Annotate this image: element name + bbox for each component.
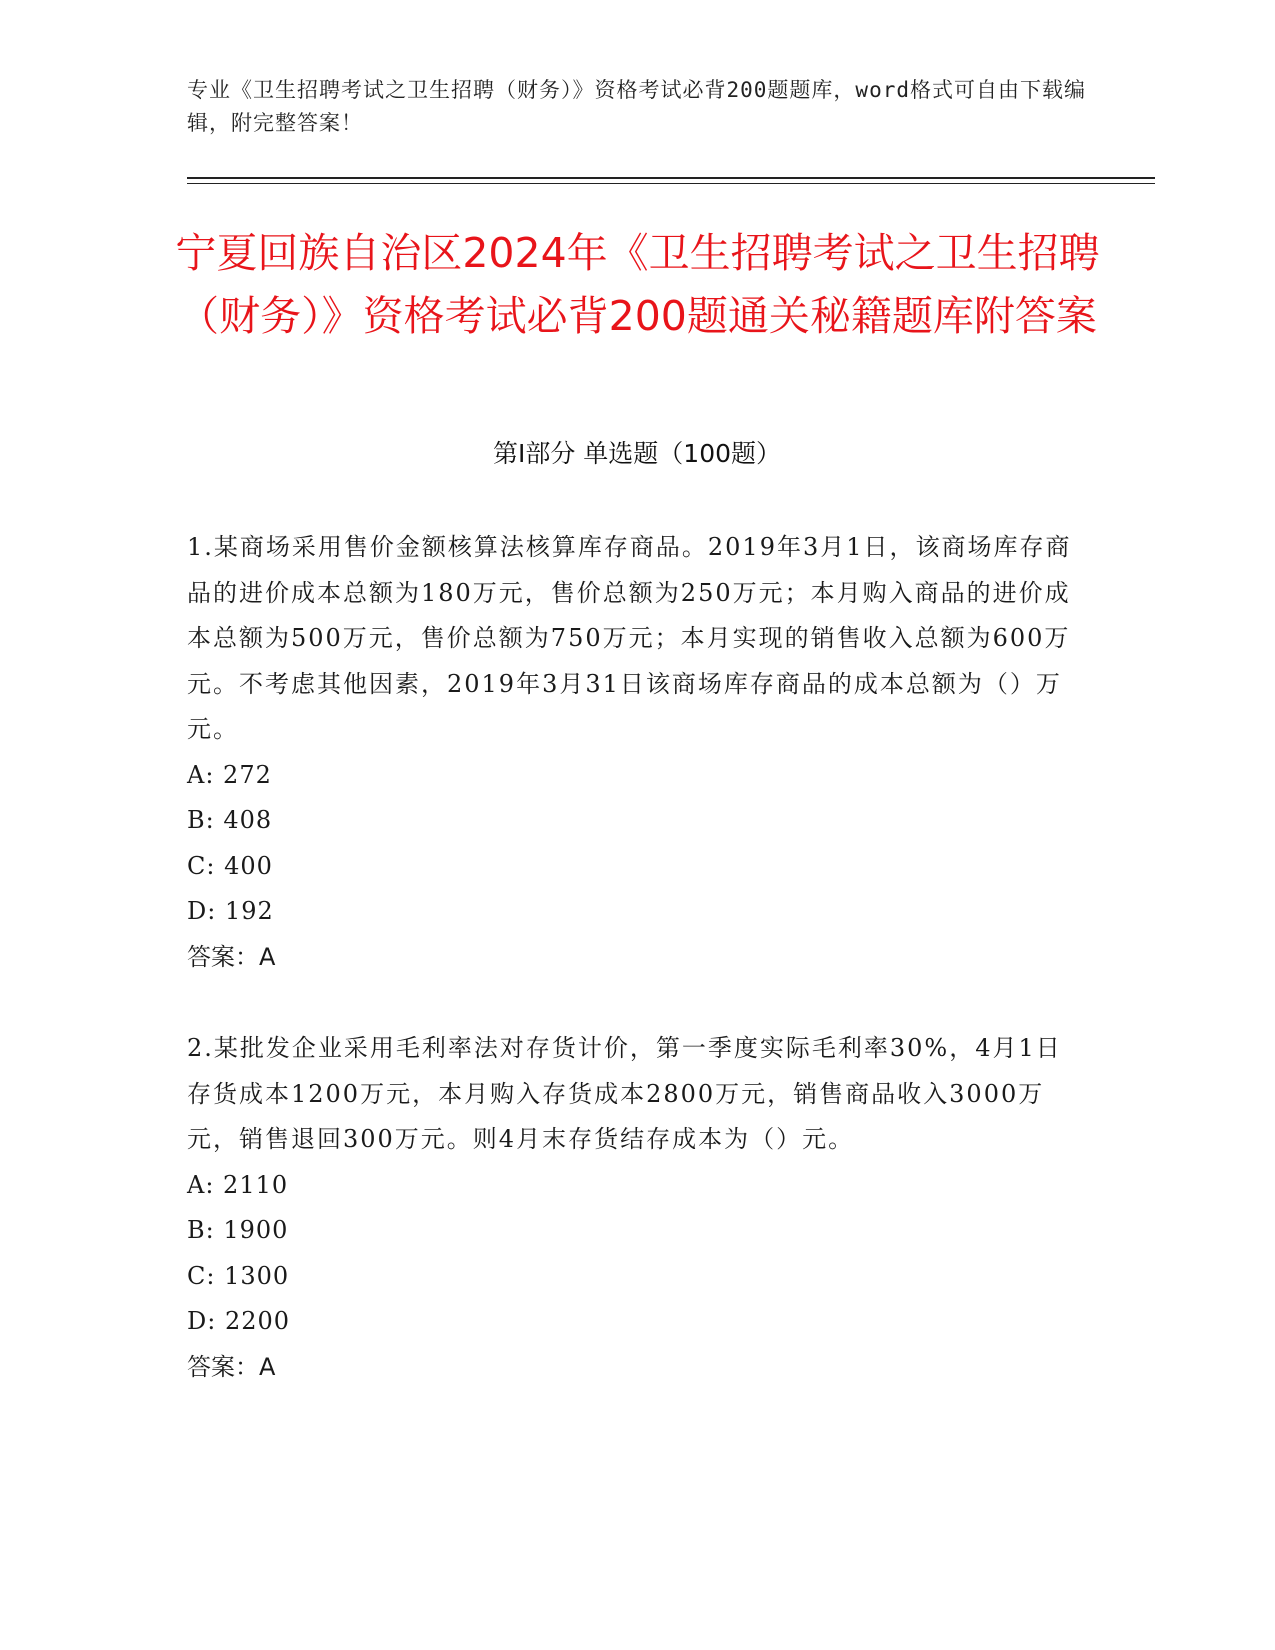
option-d: D: 192: [187, 897, 274, 925]
option-d: D: 2200: [187, 1307, 291, 1335]
header-rule-thin: [187, 183, 1155, 184]
question-stem: 2.某批发企业采用毛利率法对存货计价，第一季度实际毛利率30%，4月1日存货成本1200万元，本月购入存货成本2800万元，销售商品收入3000万元，销售退回300万元。则4月末存货结存成本为（）元。: [187, 1034, 1062, 1153]
section-title: 第I部分 单选题（100题）: [492, 439, 782, 468]
answer: 答案：A: [187, 1352, 276, 1381]
question-stem: 1.某商场采用售价金额核算法核算库存商品。2019年3月1日，该商场库存商品的进价成本总额为180万元，售价总额为250万元；本月购入商品的进价成本总额为500万元，售价总额为750万元；本月实现的销售收入总额为600万元。不考虑其他因素，2019年3月31日该商场库存商品的成本总额为（）万元。: [187, 533, 1072, 743]
option-c: C: 1300: [187, 1261, 290, 1290]
answer: 答案：A: [187, 942, 276, 971]
header-rule-thick: [187, 177, 1155, 179]
option-b: B: 1900: [187, 1216, 289, 1244]
option-a: A: 272: [187, 760, 272, 789]
option-b: B: 408: [187, 806, 273, 834]
option-c: C: 400: [187, 851, 273, 880]
header-note: 专业《卫生招聘考试之卫生招聘（财务）》资格考试必背200题题库，word格式可自由下载编辑，附完整答案！: [187, 78, 1086, 135]
question-2: [187, 1026, 1077, 1390]
question-1: [187, 525, 1077, 980]
option-a: A: 2110: [187, 1170, 289, 1199]
document-title: 宁夏回族自治区2024年《卫生招聘考试之卫生招聘（财务）》资格考试必背200题通关秘籍题库附答案: [175, 229, 1100, 340]
